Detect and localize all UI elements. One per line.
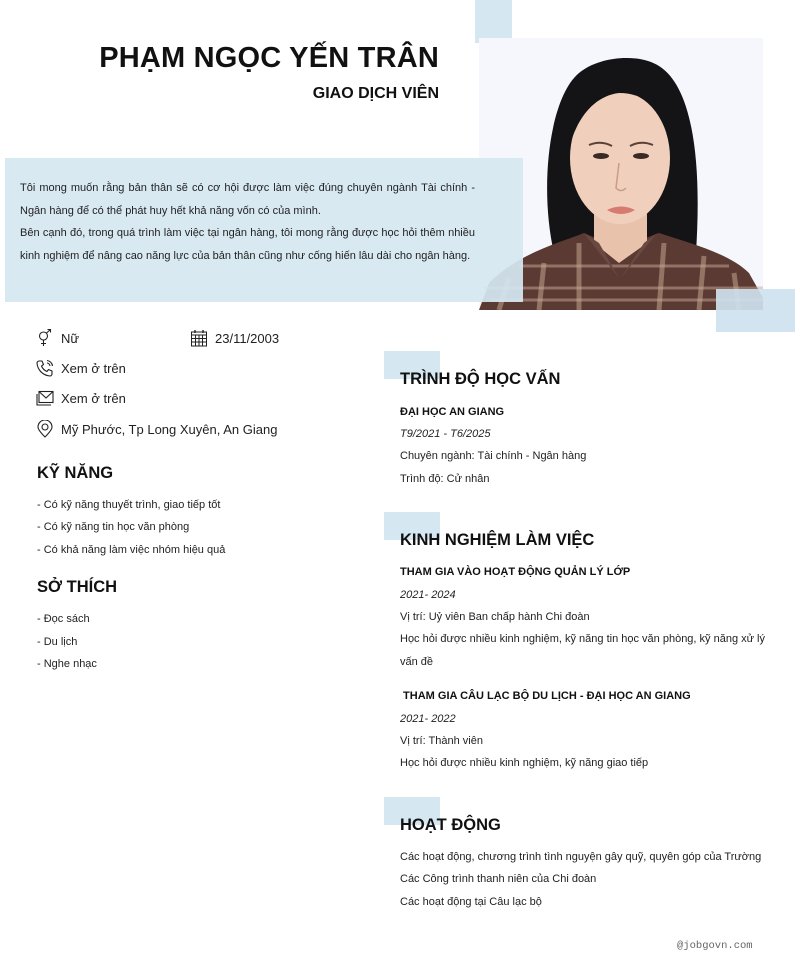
skill-item: - Có kỹ năng tin học văn phòng [37, 521, 190, 533]
objective-paragraph-1: Tôi mong muốn rằng bản thân sẽ có cơ hội được làm việc đúng chuyên ngành Tài chính - Ngân hàng để có thể phát huy hết khả năng vốn có của mình. [20, 182, 475, 217]
education-degree: Trình độ: Cử nhân [400, 473, 490, 485]
objective-paragraph-2: Bên cạnh đó, trong quá trình làm việc tại ngân hàng, tôi mong rằng được học hỏi thêm nhiều kinh nghiệm để nâng cao năng lực của bản thân cũng như cống hiến lâu dài cho ngân hàng. [20, 227, 475, 262]
info-gender [36, 329, 79, 347]
gender-value: Nữ [61, 330, 80, 346]
career-objective [5, 158, 523, 302]
hobby-item: - Đọc sách [37, 613, 90, 625]
experience-item-title: THAM GIA CÂU LẠC BỘ DU LỊCH - ĐẠI HỌC AN GIANG [400, 690, 691, 702]
experience-item-role: Vị trí: Thành viên [400, 735, 483, 747]
experience-item-period: 2021- 2022 [400, 713, 456, 725]
experience-item-description: Học hỏi được nhiều kinh nghiệm, kỹ năng giao tiếp [400, 757, 649, 769]
education-school: ĐẠI HỌC AN GIANG [400, 406, 505, 418]
experience-item-period: 2021- 2024 [400, 589, 456, 601]
hobby-item: - Du lịch [37, 636, 78, 648]
calendar-icon [190, 329, 208, 347]
candidate-name: PHẠM NGỌC YẾN TRÂN [99, 42, 439, 74]
phone-value: Xem ở trên [61, 360, 126, 376]
experience-item-title: THAM GIA VÀO HOẠT ĐỘNG QUẢN LÝ LỚP [400, 566, 631, 578]
activities-title: HOẠT ĐỘNG [400, 816, 501, 834]
skill-item: - Có kỹ năng thuyết trình, giao tiếp tốt [37, 499, 221, 511]
candidate-position: GIAO DỊCH VIÊN [312, 85, 439, 102]
email-value: Xem ở trên [61, 390, 126, 406]
experience-item-description: Học hỏi được nhiều kinh nghiệm, kỹ năng tin học văn phòng, kỹ năng xử lý vấn đề [400, 633, 765, 668]
mail-icon [36, 389, 54, 407]
experience-item-role: Vị trí: Uỷ viên Ban chấp hành Chi đoàn [400, 611, 590, 623]
location-pin-icon [36, 420, 54, 438]
activity-item: Các Công trình thanh niên của Chi đoàn [400, 873, 597, 885]
address-value: Mỹ Phước, Tp Long Xuyên, An Giang [61, 421, 278, 437]
education-period: T9/2021 - T6/2025 [400, 428, 491, 440]
phone-icon [36, 359, 54, 377]
info-phone [36, 359, 126, 377]
education-major: Chuyên ngành: Tài chính - Ngân hàng [400, 450, 587, 462]
activity-item: Các hoạt động, chương trình tình nguyện gây quỹ, quyên góp của Trường [400, 851, 762, 863]
watermark: @jobgovn.com [677, 940, 753, 952]
gender-icon [36, 329, 54, 347]
info-email [36, 389, 126, 407]
decorative-square-top [475, 0, 512, 43]
info-address [36, 420, 277, 438]
activity-item: Các hoạt động tại Câu lạc bộ [400, 896, 542, 908]
info-birthday [190, 329, 279, 347]
experience-title: KINH NGHIỆM LÀM VIỆC [400, 531, 595, 549]
decorative-square-photo [716, 289, 795, 332]
skill-item: - Có khả năng làm việc nhóm hiệu quả [37, 544, 226, 556]
birthday-value: 23/11/2003 [215, 330, 280, 346]
hobby-item: - Nghe nhạc [37, 658, 97, 670]
hobbies-title: SỞ THÍCH [37, 578, 118, 596]
skills-title: KỸ NĂNG [37, 464, 114, 482]
education-title: TRÌNH ĐỘ HỌC VẤN [400, 370, 561, 388]
